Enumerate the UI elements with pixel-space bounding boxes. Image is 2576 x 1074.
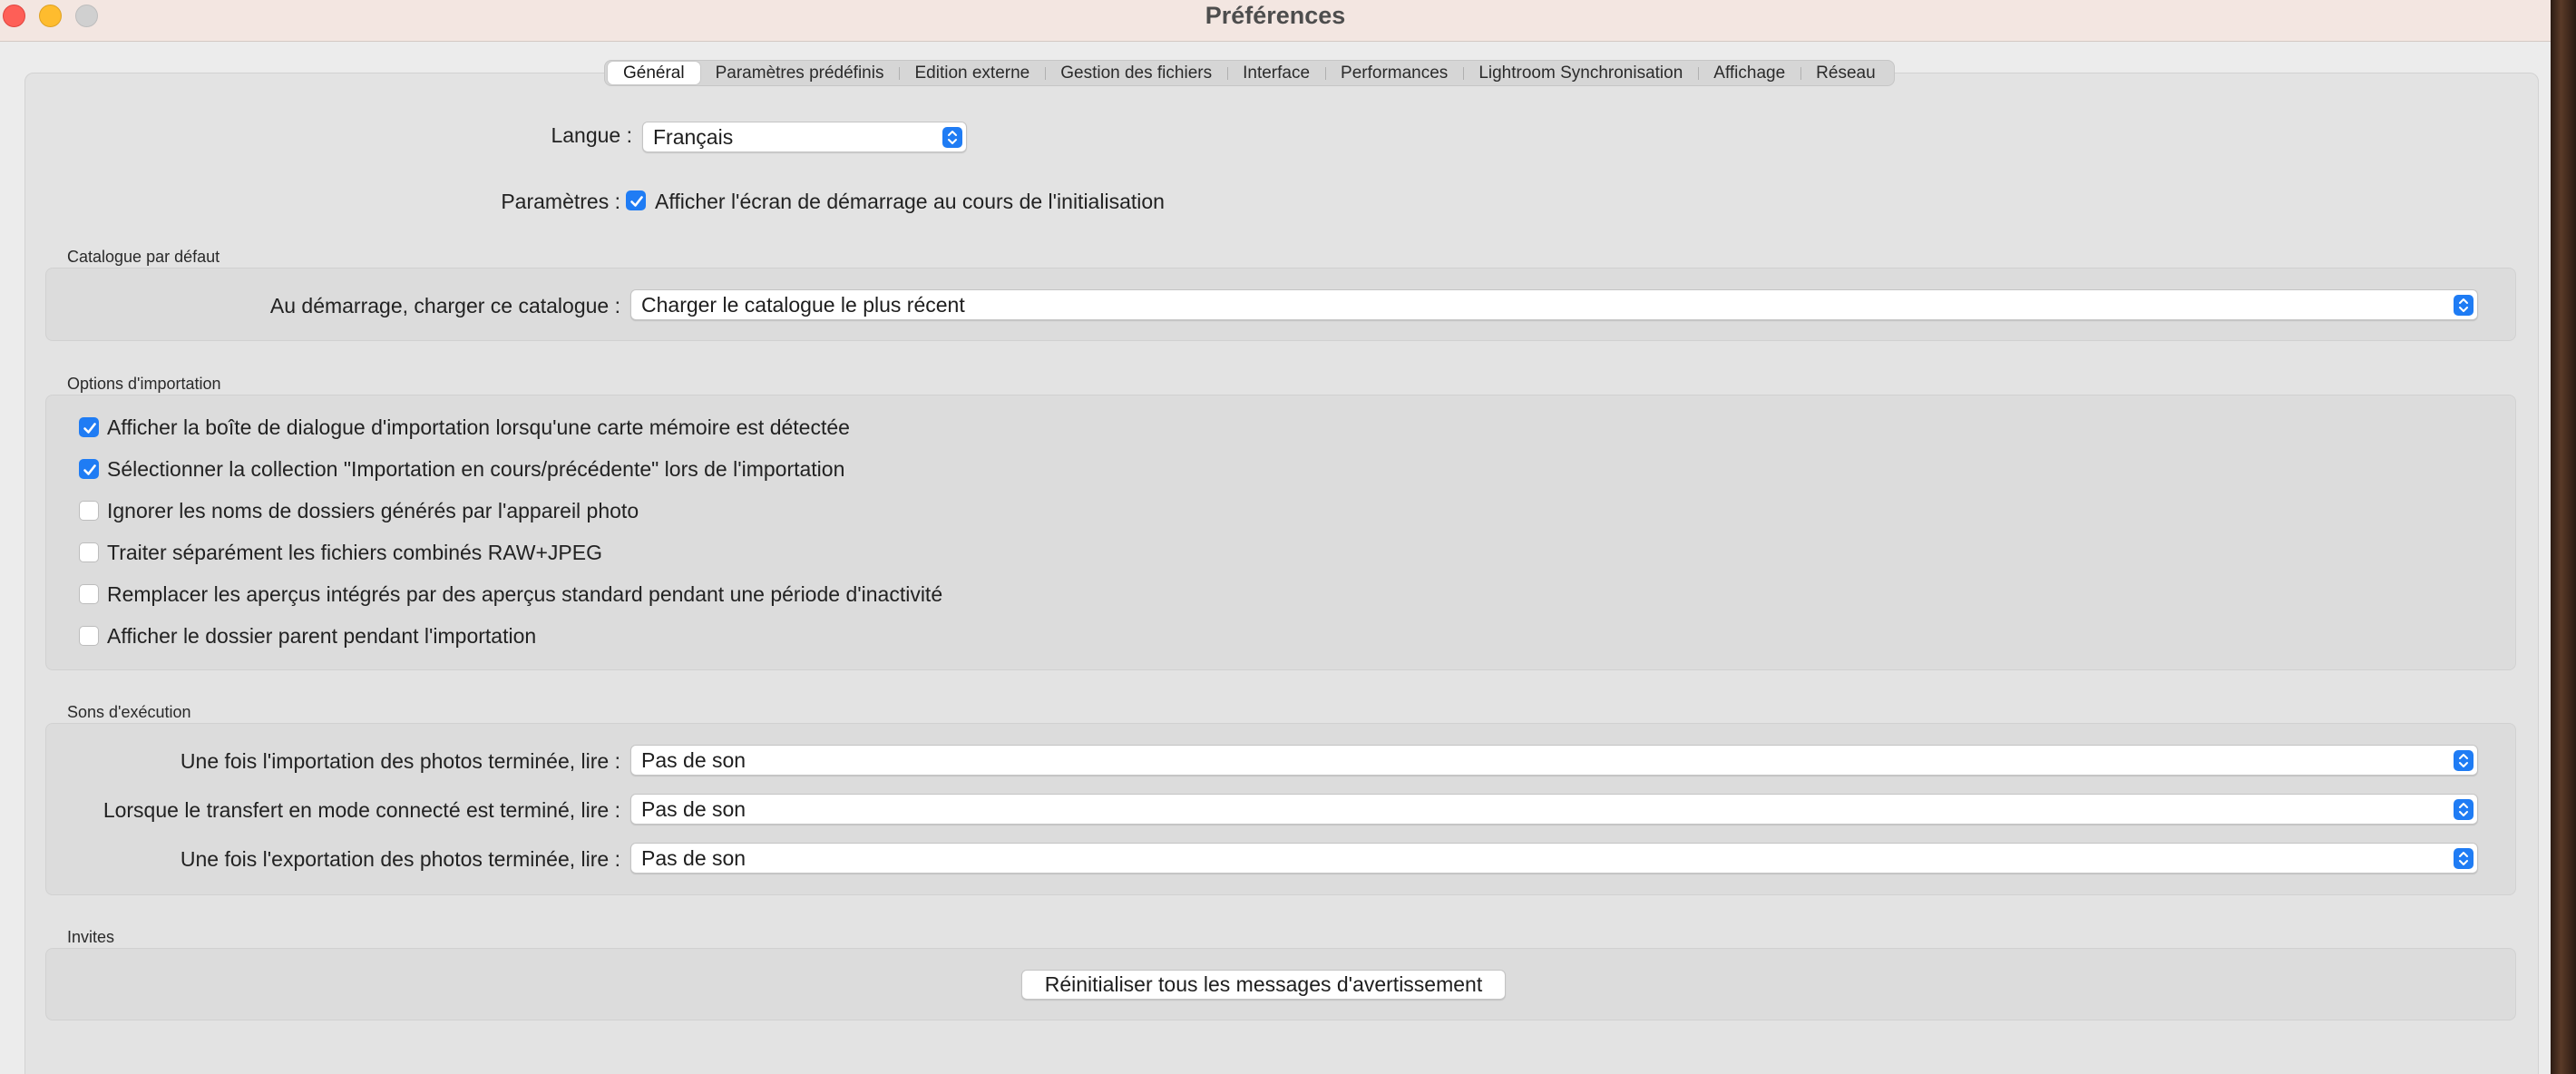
splash-checkbox[interactable]	[626, 190, 646, 210]
import-sound-select[interactable]	[630, 745, 2478, 776]
import-options-section-title: Options d'importation	[67, 375, 221, 393]
sounds-section-title: Sons d'exécution	[67, 703, 191, 721]
import-option-label: Afficher le dossier parent pendant l'importation	[107, 624, 537, 648]
default-catalog-label: Au démarrage, charger ce catalogue :	[269, 294, 620, 317]
import-sound-value: Pas de son	[641, 748, 746, 772]
chevron-updown-icon	[2454, 848, 2474, 869]
tether-sound-label: Lorsque le transfert en mode connecté est terminé, lire :	[102, 798, 620, 822]
export-sound-label: Une fois l'exportation des photos terminée, lire :	[180, 847, 620, 871]
tab-external-editing[interactable]: Edition externe	[899, 62, 1045, 84]
import-option-label: Ignorer les noms de dossiers générés par l'appareil photo	[107, 499, 639, 522]
prompts-section-title: Invites	[67, 928, 115, 946]
settings-label: Paramètres :	[501, 190, 620, 213]
tab-interface[interactable]: Interface	[1227, 62, 1325, 84]
checkmark-icon	[82, 420, 98, 436]
raw-jpeg-separate-checkbox[interactable]	[79, 542, 99, 562]
tab-display[interactable]: Affichage	[1698, 62, 1800, 84]
show-parent-folder-checkbox[interactable]	[79, 626, 99, 646]
tab-performance[interactable]: Performances	[1325, 62, 1463, 84]
checkmark-icon	[629, 193, 645, 210]
background-desktop-strip	[2551, 0, 2576, 1074]
tab-presets[interactable]: Paramètres prédéfinis	[715, 63, 884, 83]
import-dialog-checkbox[interactable]	[79, 417, 99, 437]
export-sound-value: Pas de son	[641, 846, 746, 870]
window-title: Préférences	[1205, 2, 1346, 29]
import-option-label: Remplacer les aperçus intégrés par des aperçus standard pendant une période d'inactivité	[107, 582, 943, 606]
splash-checkbox-label: Afficher l'écran de démarrage au cours de l'initialisation	[655, 190, 1165, 213]
language-label: Langue :	[551, 123, 632, 147]
checkmark-icon	[82, 462, 98, 478]
default-catalog-select[interactable]	[630, 289, 2478, 320]
tab-network[interactable]: Réseau	[1800, 62, 1891, 84]
chevron-updown-icon	[942, 127, 962, 148]
import-option-label: Afficher la boîte de dialogue d'importation lorsqu'une carte mémoire est détectée	[107, 415, 850, 439]
ignore-camera-folders-checkbox[interactable]	[79, 501, 99, 521]
default-catalog-section-title: Catalogue par défaut	[67, 248, 220, 266]
chevron-updown-icon	[2454, 295, 2474, 316]
tab-general[interactable]: Général	[608, 62, 700, 84]
tab-file-handling[interactable]: Gestion des fichiers	[1045, 62, 1227, 84]
select-current-import-checkbox[interactable]	[79, 459, 99, 479]
language-value: Français	[653, 125, 734, 149]
tab-lightroom-sync[interactable]: Lightroom Synchronisation	[1463, 62, 1698, 84]
default-catalog-value: Charger le catalogue le plus récent	[641, 293, 965, 317]
import-option-label: Sélectionner la collection "Importation en cours/précédente" lors de l'importation	[107, 457, 845, 481]
language-select[interactable]	[642, 122, 967, 152]
replace-previews-checkbox[interactable]	[79, 584, 99, 604]
chevron-updown-icon	[2454, 799, 2474, 820]
import-sound-label: Une fois l'importation des photos terminée, lire :	[180, 749, 620, 773]
reset-warnings-button[interactable]: Réinitialiser tous les messages d'avertissement	[1021, 970, 1506, 1000]
import-option-label: Traiter séparément les fichiers combinés RAW+JPEG	[107, 541, 603, 564]
title-bar	[0, 0, 2551, 42]
tether-sound-select[interactable]	[630, 794, 2478, 825]
chevron-updown-icon	[2454, 750, 2474, 771]
tether-sound-value: Pas de son	[641, 797, 746, 821]
tab-bar	[604, 60, 1895, 86]
export-sound-select[interactable]	[630, 843, 2478, 874]
